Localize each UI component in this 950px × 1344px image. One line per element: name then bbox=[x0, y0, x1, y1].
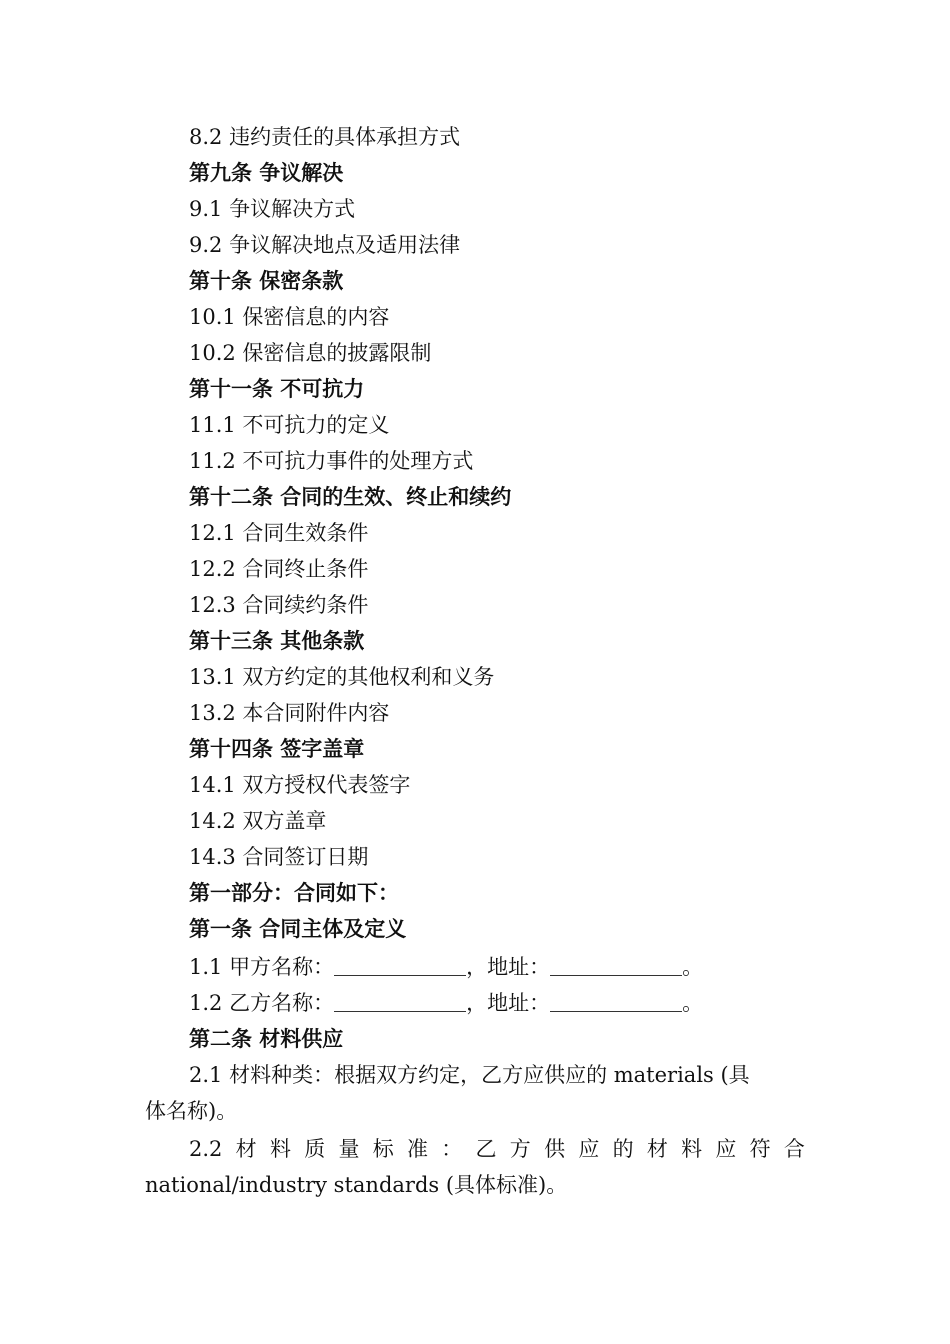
clause-item: 14.1 双方授权代表签字 bbox=[189, 773, 411, 797]
clause-item: 11.1 不可抗力的定义 bbox=[189, 413, 390, 437]
clause-2-2-char: 料 bbox=[681, 1137, 703, 1161]
clause-2-2-continuation: national/industry standards (具体标准)。 bbox=[145, 1173, 568, 1197]
clause-item: 8.2 违约责任的具体承担方式 bbox=[189, 125, 461, 149]
article-heading: 第一部分：合同如下： bbox=[189, 880, 399, 905]
party-a-end: 。 bbox=[682, 955, 704, 979]
clause-2-2-line-2 bbox=[145, 1167, 805, 1203]
clause-item: 12.1 合同生效条件 bbox=[189, 521, 369, 545]
party-a-name-blank[interactable] bbox=[334, 953, 466, 976]
clause-2-2-char: 2.2 bbox=[189, 1137, 223, 1161]
party-b-line bbox=[189, 985, 703, 1021]
article-heading: 第十四条 签字盖章 bbox=[189, 736, 365, 761]
clause-item: 12.3 合同续约条件 bbox=[189, 593, 369, 617]
clause-item: 14.2 双方盖章 bbox=[189, 809, 327, 833]
clause-2-1-line-2 bbox=[145, 1093, 805, 1129]
party-b-mid: ，地址： bbox=[466, 991, 551, 1015]
party-b-address-blank[interactable] bbox=[550, 989, 682, 1012]
article-heading: 第十条 保密条款 bbox=[189, 268, 344, 293]
clause-2-2-char: 材 bbox=[646, 1137, 668, 1161]
clause-2-2-char: ： bbox=[441, 1137, 463, 1161]
party-b-end: 。 bbox=[682, 991, 704, 1015]
clause-item: 11.2 不可抗力事件的处理方式 bbox=[189, 449, 474, 473]
clause-2-2-char: 乙 bbox=[475, 1137, 497, 1161]
clause-2-1-line-1 bbox=[145, 1057, 805, 1093]
clause-2-2-char: 应 bbox=[715, 1137, 737, 1161]
clause-2-2-char: 标 bbox=[372, 1137, 394, 1161]
clause-2-2-char: 方 bbox=[509, 1137, 531, 1161]
clause-item: 13.2 本合同附件内容 bbox=[189, 701, 390, 725]
clause-2-2-char: 量 bbox=[338, 1137, 360, 1161]
party-a-address-blank[interactable] bbox=[550, 953, 682, 976]
party-a-mid: ，地址： bbox=[466, 955, 551, 979]
party-a-prefix: 1.1 甲方名称： bbox=[189, 955, 335, 979]
clause-item: 9.1 争议解决方式 bbox=[189, 197, 356, 221]
article-heading: 第十二条 合同的生效、终止和续约 bbox=[189, 484, 512, 509]
clause-item: 13.1 双方约定的其他权利和义务 bbox=[189, 665, 495, 689]
party-b-prefix: 1.2 乙方名称： bbox=[189, 991, 335, 1015]
clause-2-2-char: 准 bbox=[407, 1137, 428, 1161]
clause-item: 10.2 保密信息的披露限制 bbox=[189, 341, 432, 365]
clause-2-2-char: 合 bbox=[783, 1137, 805, 1161]
party-b-name-blank[interactable] bbox=[334, 989, 466, 1012]
clause-2-1-continuation: 体名称)。 bbox=[145, 1099, 238, 1123]
clause-item: 9.2 争议解决地点及适用法律 bbox=[189, 233, 461, 257]
clause-2-2-char: 应 bbox=[578, 1137, 600, 1161]
clause-2-1-text: 2.1 材料种类：根据双方约定，乙方应供应的 materials (具 bbox=[189, 1063, 750, 1087]
clause-2-2-char: 的 bbox=[612, 1137, 634, 1161]
article-heading: 第九条 争议解决 bbox=[189, 160, 344, 185]
clause-2-2-char: 材 bbox=[235, 1137, 257, 1161]
clause-2-2-char: 料 bbox=[269, 1137, 291, 1161]
clause-item: 10.1 保密信息的内容 bbox=[189, 305, 390, 329]
clause-2-2-char: 符 bbox=[749, 1137, 771, 1161]
clause-item: 14.3 合同签订日期 bbox=[189, 845, 369, 869]
article-heading: 第十一条 不可抗力 bbox=[189, 376, 365, 401]
clause-2-2-char: 质 bbox=[304, 1137, 326, 1161]
article-heading: 第十三条 其他条款 bbox=[189, 628, 365, 653]
party-a-line bbox=[189, 949, 703, 985]
clause-2-2-line-1 bbox=[145, 1131, 805, 1167]
article-2-heading: 第二条 材料供应 bbox=[189, 1026, 344, 1051]
clause-2-2-char: 供 bbox=[544, 1137, 566, 1161]
article-heading: 第一条 合同主体及定义 bbox=[189, 916, 407, 941]
clause-item: 12.2 合同终止条件 bbox=[189, 557, 369, 581]
